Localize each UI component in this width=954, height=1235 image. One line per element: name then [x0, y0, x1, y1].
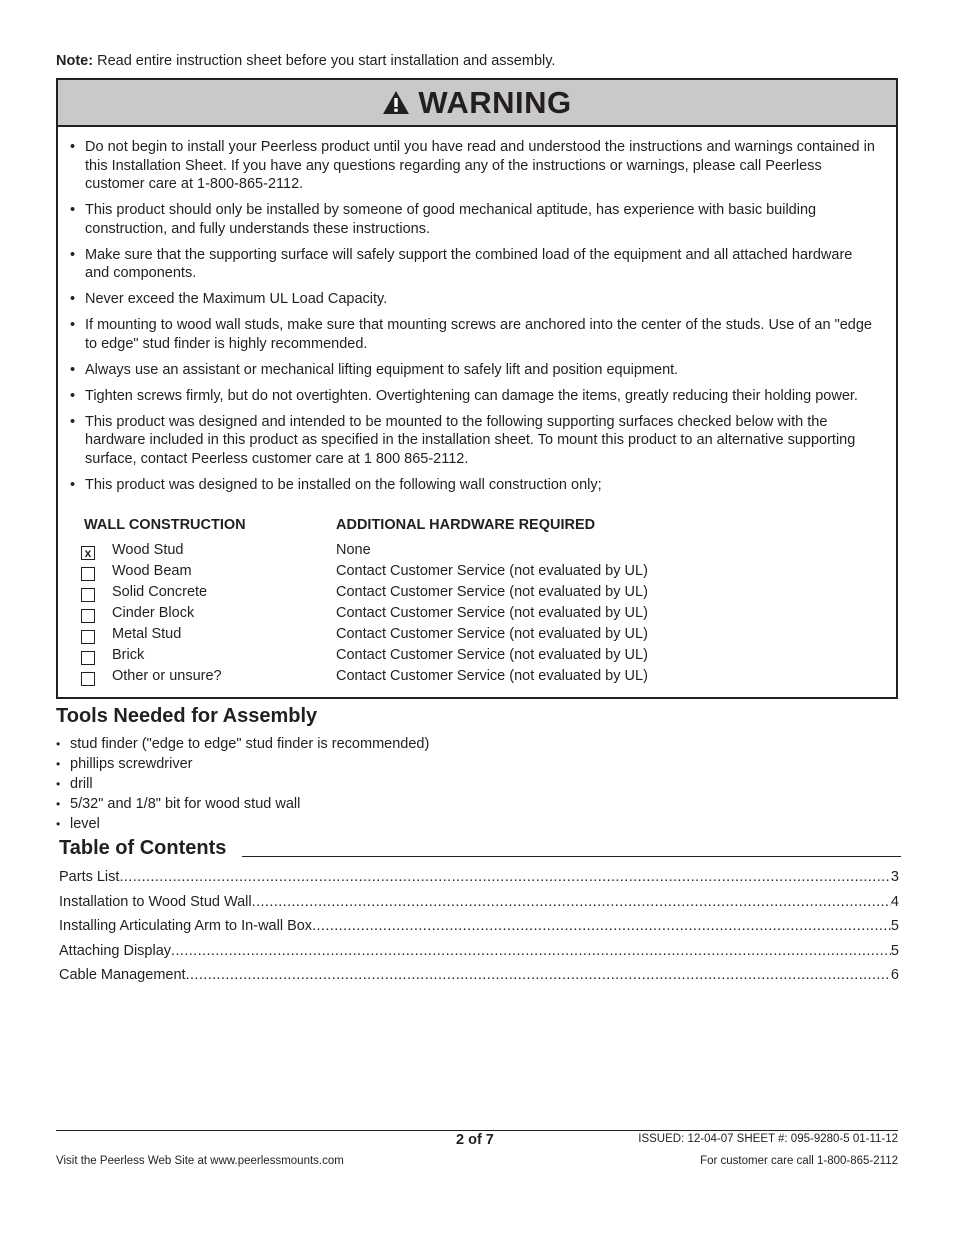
toc-entry-page: 6 [890, 967, 899, 983]
note-label: Note: [56, 53, 94, 69]
wall-type-label: Cinder Block [112, 605, 195, 621]
warning-bullet: • This product should only be installed by someone of good mechanical aptitude, has experience with basic building construction, and fully understands these instructions. [70, 201, 880, 238]
issue-info: ISSUED: 12-04-07 SHEET #: 095-9280-5 01-11-12 [638, 1133, 898, 1145]
wall-type-row [84, 605, 784, 626]
wall-type-row [84, 647, 784, 668]
warning-bullet: • Never exceed the Maximum UL Load Capacity. [70, 290, 880, 309]
page-number: 2 of 7 [456, 1132, 494, 1148]
tool-item: • phillips screwdriver [56, 754, 429, 774]
wall-type-checkbox[interactable]: x [81, 546, 95, 560]
toc-entry-page: 4 [890, 893, 899, 910]
hardware-required: Contact Customer Service (not evaluated by UL) [336, 668, 648, 684]
hardware-required: Contact Customer Service (not evaluated by UL) [336, 584, 648, 600]
wall-type-row [84, 626, 784, 647]
warning-bullet: • Make sure that the supporting surface will safely support the combined load of the equipment and all attached hardware and components. [70, 246, 880, 283]
wall-type-row [84, 542, 784, 563]
toc-entry-page: 5 [890, 942, 899, 959]
toc-entry[interactable] [59, 967, 899, 992]
wall-type-label: Other or unsure? [112, 668, 222, 684]
warning-bullet-list [70, 138, 880, 502]
wall-type-row [84, 584, 784, 605]
hardware-required: Contact Customer Service (not evaluated by UL) [336, 626, 648, 642]
tools-heading: Tools Needed for Assembly [56, 705, 318, 727]
tool-item: • drill [56, 774, 429, 794]
warning-bullet: • Always use an assistant or mechanical lifting equipment to safely lift and position equipment. [70, 361, 880, 380]
wall-type-checkbox[interactable] [81, 588, 95, 602]
wall-construction-header: WALL CONSTRUCTION [84, 517, 246, 533]
toc-entry-page: 3 [890, 869, 899, 885]
wall-type-label: Brick [112, 647, 145, 663]
toc-divider [242, 856, 901, 857]
hardware-required: None [336, 542, 371, 558]
toc-heading: Table of Contents [59, 837, 227, 859]
wall-type-label: Metal Stud [112, 626, 182, 642]
wall-type-checkbox[interactable] [81, 672, 95, 686]
toc-entry[interactable] [59, 943, 899, 968]
tools-list [56, 734, 429, 834]
warning-bullet: • If mounting to wood wall studs, make sure that mounting screws are anchored into the center of the studs. Use of an "edge to edge" stud finder is highly recommended. [70, 316, 880, 353]
toc-entry[interactable] [59, 918, 899, 943]
hardware-required: Contact Customer Service (not evaluated by UL) [336, 605, 648, 621]
website-note: Visit the Peerless Web Site at www.peerlessmounts.com [56, 1155, 344, 1167]
warning-triangle-icon [382, 90, 410, 115]
wall-type-row [84, 668, 784, 689]
tool-item: • stud finder ("edge to edge" stud finder is recommended) [56, 734, 429, 754]
warning-box [56, 78, 898, 699]
warning-title: WARNING [418, 84, 572, 120]
wall-type-checkbox[interactable] [81, 609, 95, 623]
warning-bullet: • Tighten screws firmly, but do not overtighten. Overtightening can damage the items, greatly reducing their holding power. [70, 387, 880, 406]
wall-type-row [84, 563, 784, 584]
warning-header [58, 80, 896, 127]
wall-type-checkbox[interactable] [81, 630, 95, 644]
note-text: Read entire instruction sheet before you start installation and assembly. [97, 53, 556, 69]
wall-type-label: Wood Stud [112, 542, 184, 558]
customer-care-note: For customer care call 1-800-865-2112 [700, 1155, 898, 1167]
warning-bullet: • This product was designed to be installed on the following wall construction only; [70, 476, 880, 495]
toc-entry-title: Parts List [59, 869, 120, 885]
tool-item: • 5/32" and 1/8" bit for wood stud wall [56, 794, 429, 814]
toc-entry-title: Attaching Display [59, 942, 172, 959]
toc-entry-page: 5 [890, 918, 899, 934]
hardware-header: ADDITIONAL HARDWARE REQUIRED [336, 517, 596, 533]
wall-type-checkbox[interactable] [81, 567, 95, 581]
wall-type-checkbox[interactable] [81, 651, 95, 665]
toc-entry[interactable] [59, 894, 899, 919]
toc-entry-title: Cable Management [59, 967, 186, 983]
toc-entry-title: Installation to Wood Stud Wall [59, 893, 252, 910]
tool-item: • level [56, 814, 429, 834]
wall-type-label: Solid Concrete [112, 584, 208, 600]
toc-entry[interactable] [59, 869, 899, 894]
warning-bullet: • Do not begin to install your Peerless product until you have read and understood the instructions and warnings contained in this Installation Sheet. If you have any questions regarding any of the instructions or warnings, please call Peerless customer care at 1-800-865-2112. [70, 138, 880, 194]
footer-divider [56, 1130, 898, 1131]
wall-type-label: Wood Beam [112, 563, 192, 579]
hardware-required: Contact Customer Service (not evaluated by UL) [336, 647, 648, 663]
hardware-required: Contact Customer Service (not evaluated by UL) [336, 563, 648, 579]
toc-entry-title: Installing Articulating Arm to In-wall Box [59, 918, 313, 934]
warning-bullet: • This product was designed and intended to be mounted to the following supporting surfaces checked below with the hardware included in this product as specified in the installation sheet. To mount this product to an alternative supporting surface, contact Peerless customer care at 1 800 865-2112. [70, 413, 880, 469]
table-of-contents [59, 869, 899, 992]
note-line [56, 53, 555, 69]
